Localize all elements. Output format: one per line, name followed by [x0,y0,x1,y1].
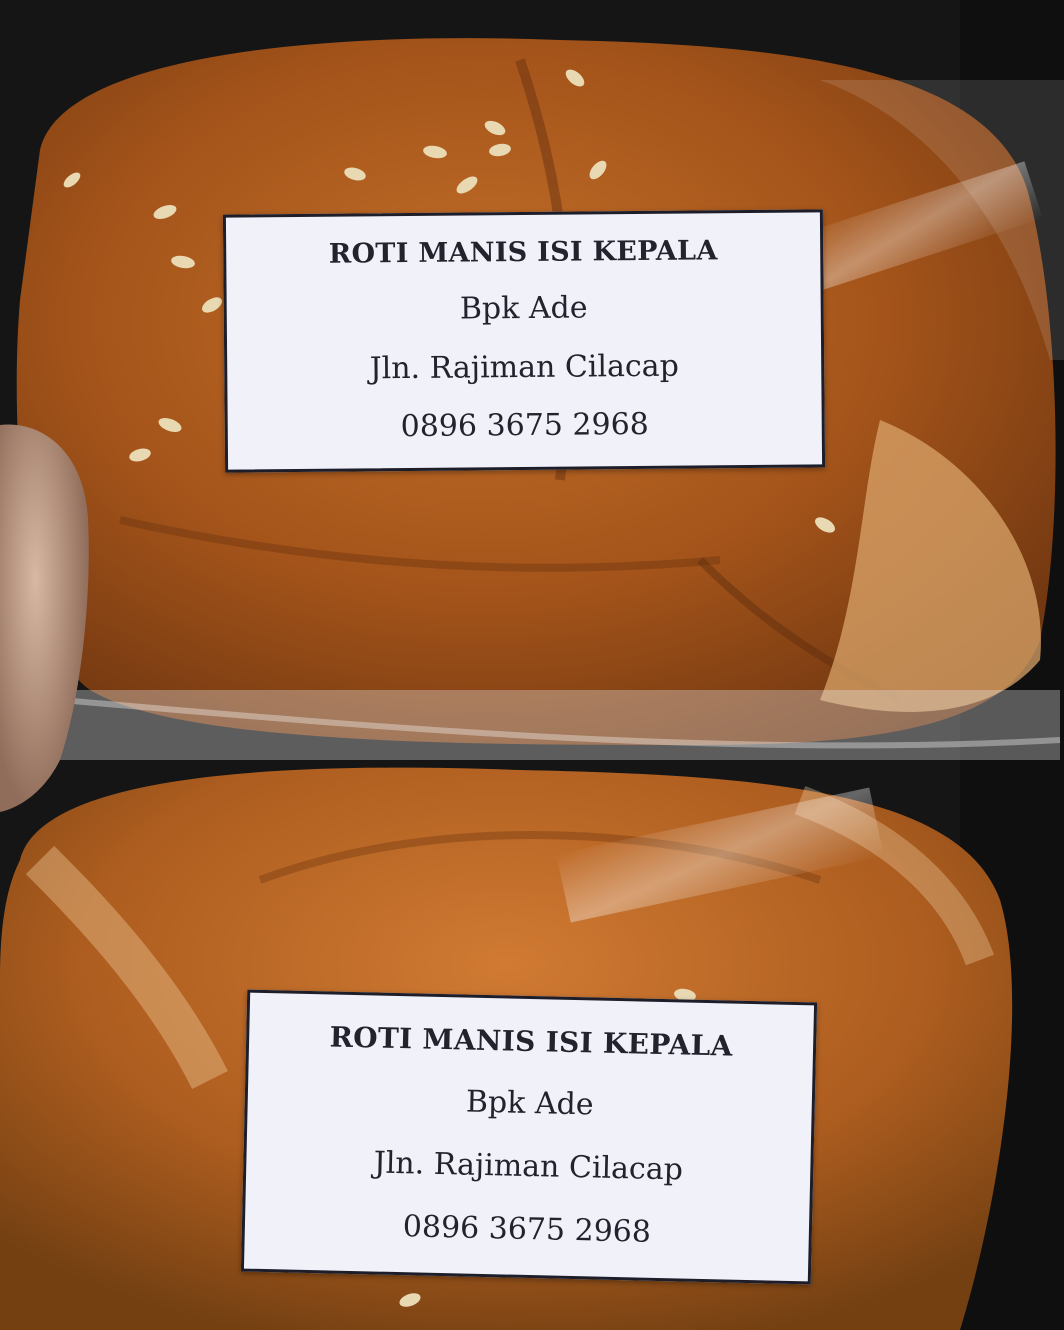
product-label-bottom [241,990,817,1285]
label-address: Jln. Rajiman Cilacap [373,1145,684,1188]
label-address: Jln. Rajiman Cilacap [369,348,679,387]
label-seller-name: Bpk Ade [465,1084,594,1123]
label-phone: 0896 3675 2968 [400,407,649,445]
product-label-top [223,209,825,472]
label-phone: 0896 3675 2968 [402,1209,652,1250]
label-seller-name: Bpk Ade [459,290,588,327]
label-title: ROTI MANIS ISI KEPALA [328,235,718,270]
label-title: ROTI MANIS ISI KEPALA [329,1020,734,1063]
